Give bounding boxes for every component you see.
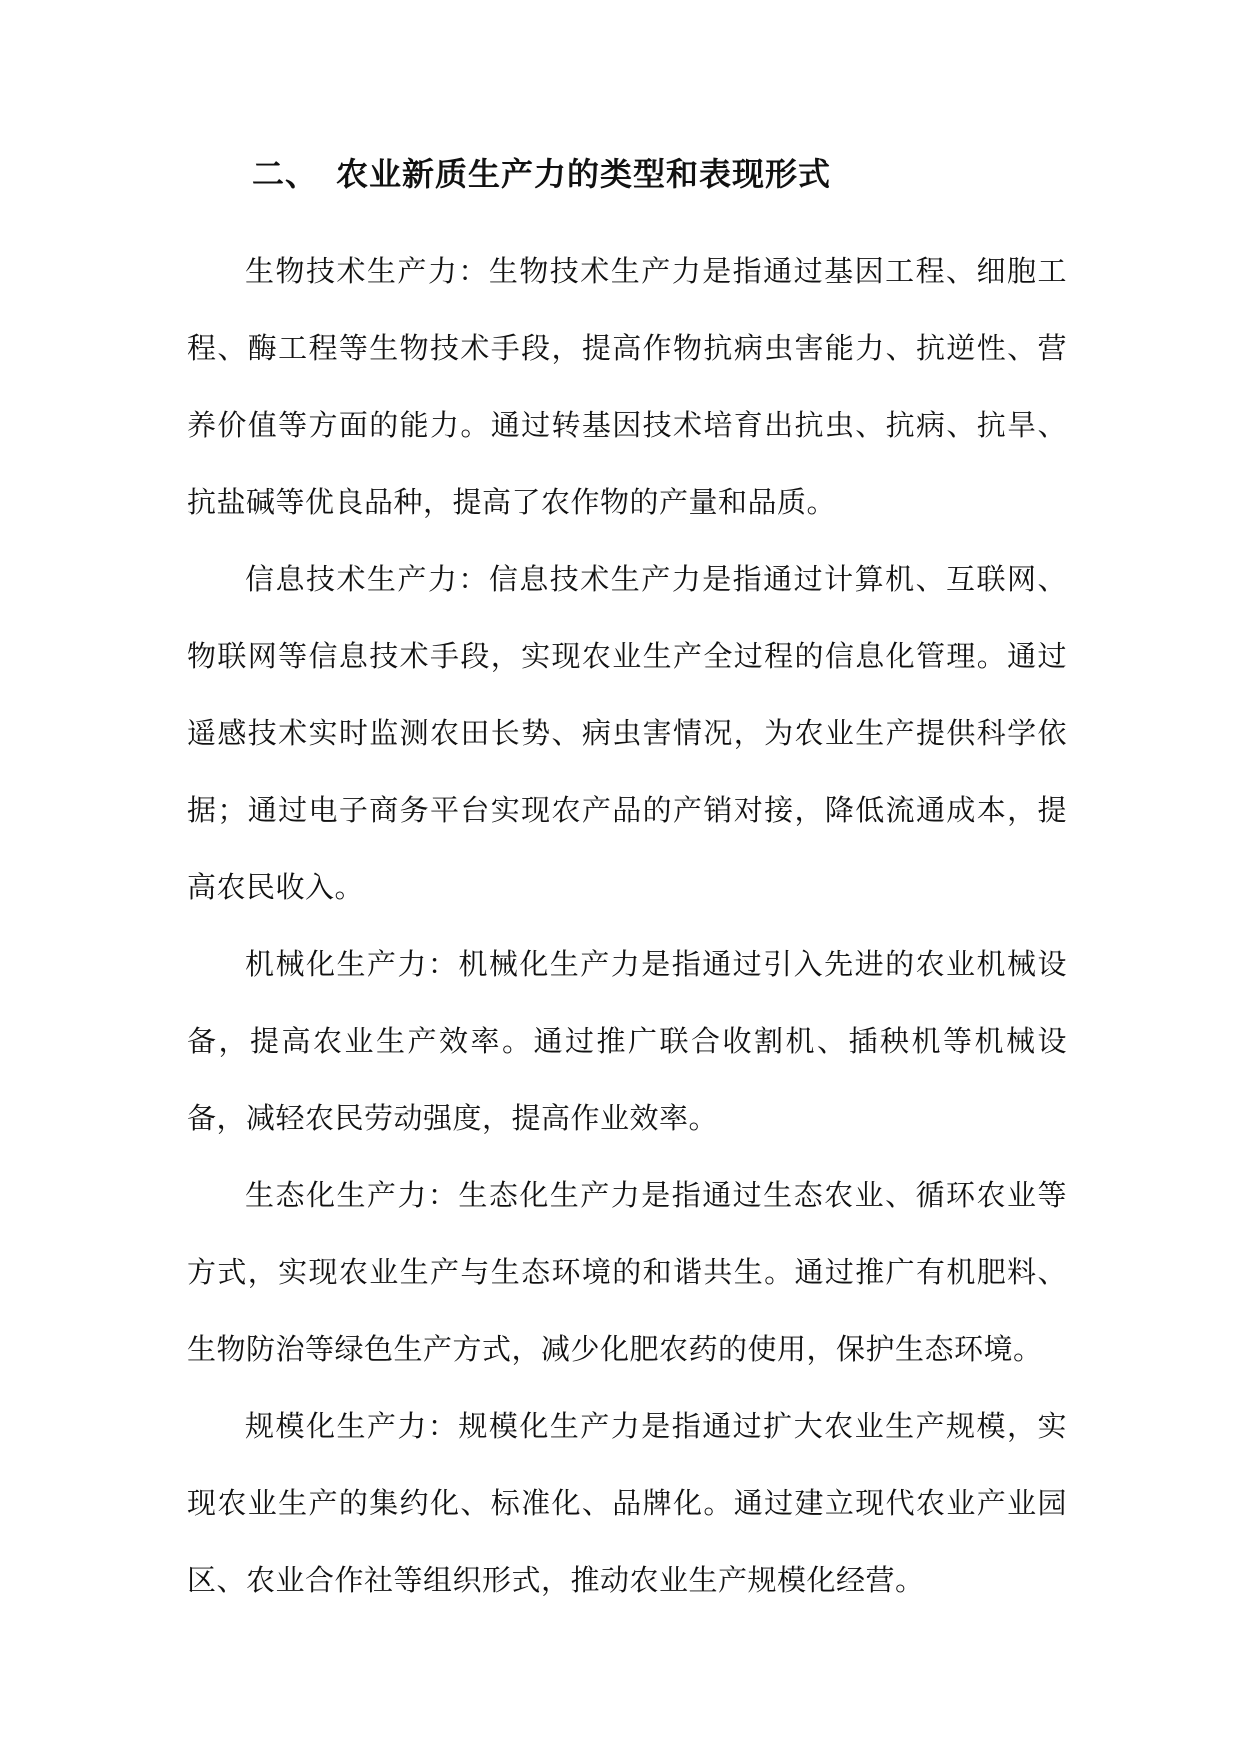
body-text <box>187 233 1067 1619</box>
section-number: 二、 <box>252 155 319 193</box>
section-heading <box>252 150 831 198</box>
paragraph-biotech: 生物技术生产力：生物技术生产力是指通过基因工程、细胞工程、酶工程等生物技术手段，提高作物抗病虫害能力、抗逆性、营养价值等方面的能力。通过转基因技术培育出抗虫、抗病、抗旱、抗盐碱等优良品种，提高了农作物的产量和品质。 <box>187 254 1067 519</box>
paragraph-scale: 规模化生产力：规模化生产力是指通过扩大农业生产规模，实现农业生产的集约化、标准化、品牌化。通过建立现代农业产业园区、农业合作社等组织形式，推动农业生产规模化经营。 <box>187 1409 1067 1597</box>
section-title: 农业新质生产力的类型和表现形式 <box>336 155 832 193</box>
paragraph-infotech: 信息技术生产力：信息技术生产力是指通过计算机、互联网、物联网等信息技术手段，实现农业生产全过程的信息化管理。通过遥感技术实时监测农田长势、病虫害情况，为农业生产提供科学依据；通过电子商务平台实现农产品的产销对接，降低流通成本，提高农民收入。 <box>187 562 1067 904</box>
paragraph-mechanization: 机械化生产力：机械化生产力是指通过引入先进的农业机械设备，提高农业生产效率。通过推广联合收割机、插秧机等机械设备，减轻农民劳动强度，提高作业效率。 <box>187 947 1067 1135</box>
paragraph-ecological: 生态化生产力：生态化生产力是指通过生态农业、循环农业等方式，实现农业生产与生态环境的和谐共生。通过推广有机肥料、生物防治等绿色生产方式，减少化肥农药的使用，保护生态环境。 <box>187 1178 1067 1366</box>
